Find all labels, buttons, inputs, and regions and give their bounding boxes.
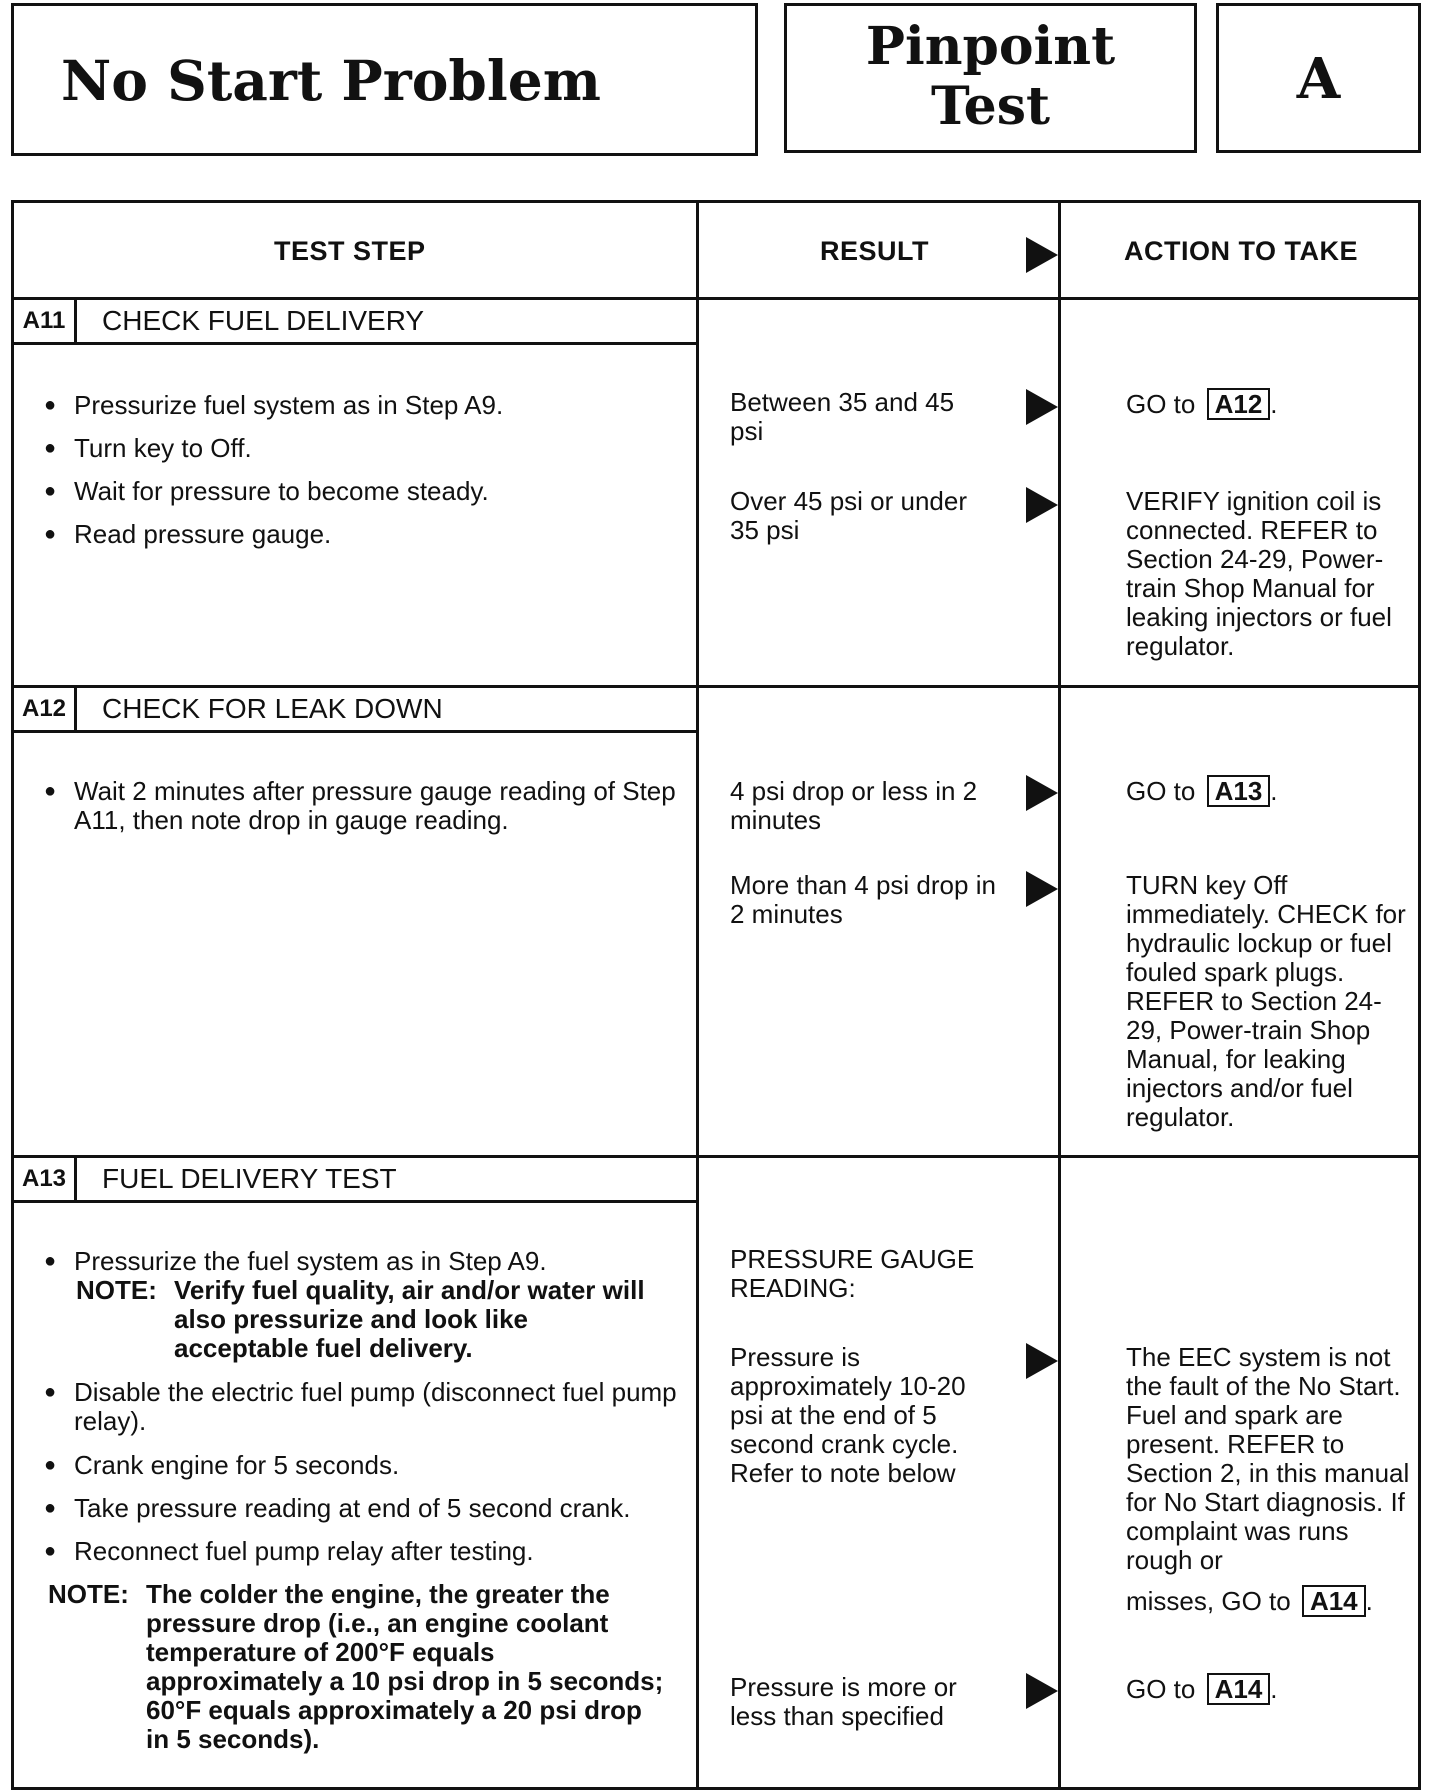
- test-bullet: ● Pressurize the fuel system as in Step A9.: [44, 1247, 694, 1276]
- step-ref-a12[interactable]: A12: [1207, 388, 1271, 420]
- result-text: More than 4 psi drop in 2 minutes: [730, 870, 996, 929]
- action-text: VERIFY ignition coil is connected. REFER to Section 24-29, Power-train Shop Manual for leaking injectors or fuel regulator.: [1126, 486, 1392, 661]
- result-text: 4 psi drop or less in 2 minutes: [730, 776, 978, 835]
- step-title: FUEL DELIVERY TEST: [102, 1163, 397, 1194]
- pinpoint-test-table: [11, 200, 1421, 1790]
- step-ref-a13[interactable]: A13: [1207, 775, 1271, 807]
- test-bullet: ● Disable the electric fuel pump (disconnect fuel pump relay).: [44, 1378, 694, 1436]
- arrow-icon: [1026, 775, 1058, 811]
- result-text: Pressure is more or less than specified: [730, 1672, 957, 1731]
- action-period: .: [1365, 1586, 1373, 1616]
- col-header-result: RESULT: [820, 236, 929, 266]
- step-title-divider: [14, 342, 699, 345]
- action-go-to: GO to: [1126, 1674, 1196, 1704]
- test-bullet: ● Wait 2 minutes after pressure gauge reading of Step A11, then note drop in gauge reading.: [44, 777, 694, 835]
- step-title: CHECK FOR LEAK DOWN: [102, 693, 443, 724]
- col-header-action: ACTION TO TAKE: [1124, 236, 1358, 266]
- note-text: Verify fuel quality, air and/or water will also pressurize and look like acceptable fuel delivery.: [174, 1275, 645, 1363]
- test-bullet: ● Reconnect fuel pump relay after testing.: [44, 1537, 694, 1566]
- step-id: A12: [14, 688, 77, 730]
- action-go-to: GO to: [1126, 389, 1196, 419]
- arrow-icon: [1026, 871, 1058, 907]
- arrow-icon: [1026, 487, 1058, 523]
- column-divider: [1058, 203, 1061, 1787]
- result-heading: PRESSURE GAUGE READING:: [730, 1244, 975, 1303]
- test-bullet: ● Read pressure gauge.: [44, 520, 694, 549]
- title-box: [11, 3, 758, 156]
- arrow-icon: [1026, 1673, 1058, 1709]
- result-text: Over 45 psi or under 35 psi: [730, 486, 968, 545]
- action-go-to: GO to: [1126, 776, 1196, 806]
- test-label: Test: [930, 76, 1051, 137]
- test-bullet: ● Crank engine for 5 seconds.: [44, 1451, 694, 1480]
- note-text: The colder the engine, the greater the pressure drop (i.e., an engine coolant temperature of 200°F equals approximately a 10 psi drop in 5 seconds; 60°F equals approximately a 20 psi drop in 5 seconds).: [146, 1579, 664, 1754]
- step-ref-a14[interactable]: A14: [1207, 1673, 1271, 1705]
- result-text: Between 35 and 45 psi: [730, 387, 955, 446]
- action-text: The EEC system is not the fault of the No Start. Fuel and spark are present. REFER to Section 2, in this manual for No Start diagnosis. If complaint was runs rough or: [1126, 1342, 1410, 1575]
- action-period: .: [1270, 776, 1278, 806]
- step-ref-a14[interactable]: A14: [1302, 1585, 1366, 1617]
- action-text: TURN key Off immediately. CHECK for hydraulic lockup or fuel fouled spark plugs. REFER to Section 24-29, Power-train Shop Manual, for leaking injectors and/or fuel regulator.: [1126, 870, 1406, 1132]
- test-bullet: ● Take pressure reading at end of 5 second crank.: [44, 1494, 714, 1523]
- action-text: [1126, 388, 1406, 420]
- arrow-icon: [1026, 1343, 1058, 1379]
- column-divider: [696, 203, 699, 1787]
- test-bullet: ● Pressurize fuel system as in Step A9.: [44, 391, 694, 420]
- arrow-icon: [1026, 389, 1058, 425]
- test-letter-box: [1216, 3, 1421, 153]
- test-letter: A: [1296, 46, 1341, 112]
- note-label: NOTE:: [76, 1275, 157, 1305]
- test-bullet: ● Wait for pressure to become steady.: [44, 477, 694, 506]
- action-text: [1126, 1673, 1406, 1705]
- test-bullet: ● Turn key to Off.: [44, 434, 694, 463]
- note-label: NOTE:: [48, 1579, 129, 1609]
- action-period: .: [1270, 389, 1278, 419]
- step-title-divider: [14, 730, 699, 733]
- step-id: A13: [14, 1158, 77, 1200]
- col-header-test-step: TEST STEP: [274, 236, 426, 266]
- arrow-icon: [1026, 237, 1058, 273]
- pinpoint-label: Pinpoint: [865, 16, 1116, 77]
- action-text: [1126, 775, 1406, 807]
- step-id: A11: [14, 300, 77, 342]
- action-period: .: [1270, 1674, 1278, 1704]
- pinpoint-test-box: [784, 3, 1197, 153]
- action-text: [1126, 1585, 1416, 1617]
- result-text: Pressure is approximately 10-20 psi at the end of 5 second crank cycle. Refer to note below: [730, 1342, 966, 1488]
- action-go-to: misses, GO to: [1126, 1586, 1291, 1616]
- page-title: No Start Problem: [61, 48, 601, 113]
- step-title: CHECK FUEL DELIVERY: [102, 305, 425, 336]
- step-title-divider: [14, 1200, 699, 1203]
